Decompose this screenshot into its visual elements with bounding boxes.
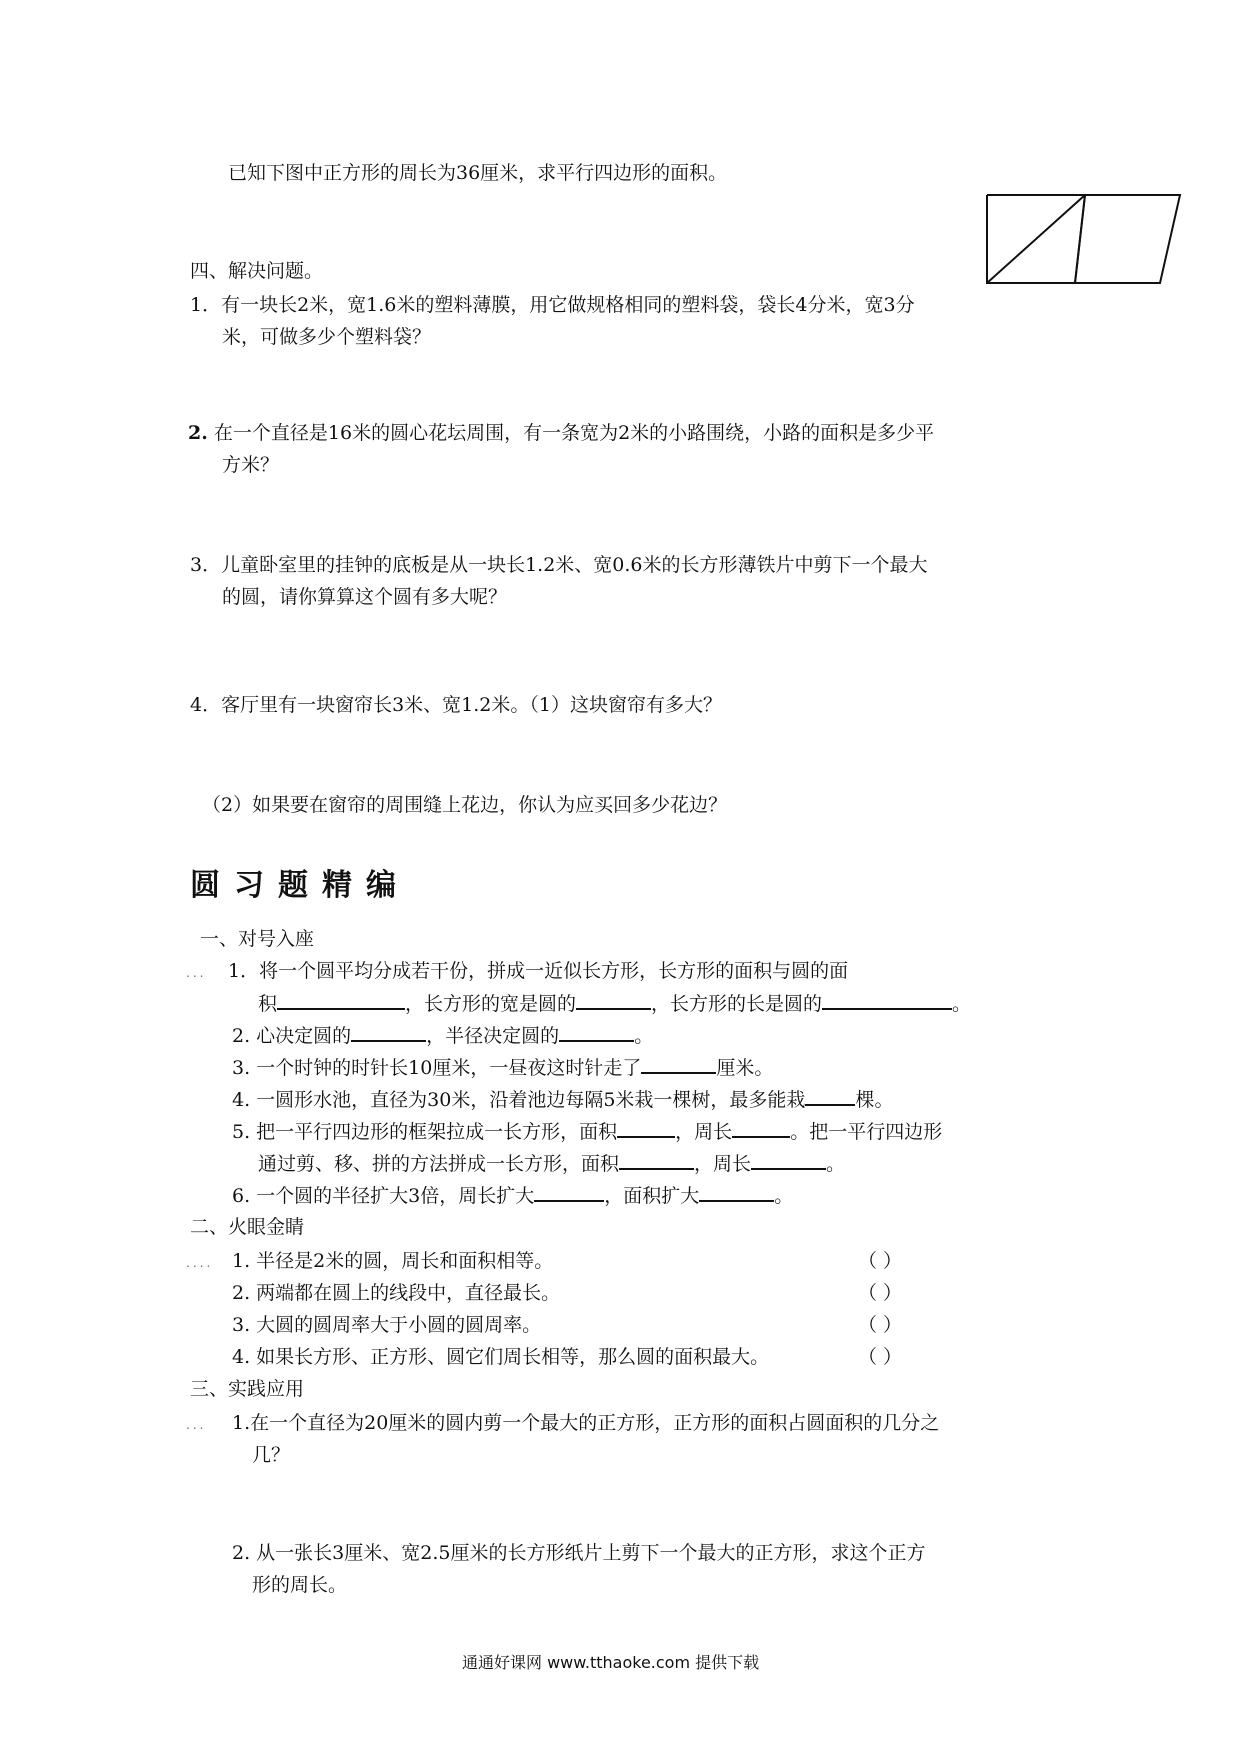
answer-blank[interactable] (822, 990, 952, 1010)
parallelogram-outline (1075, 195, 1180, 283)
part1-q6-text-1: 6. 一个圆的半径扩大3倍，周长扩大 (232, 1185, 535, 1207)
answer-blank[interactable] (751, 1150, 826, 1170)
section4-q4-line2: （2）如果要在窗帘的周围缝上花边，你认为应买回多少花边？ (202, 794, 728, 816)
part1-q6 (232, 1182, 793, 1209)
part1-q5-line1 (232, 1118, 942, 1145)
answer-paren[interactable]: （ ） (858, 1346, 903, 1368)
section4-q1-line1: 1．有一块长2米，宽1.6米的塑料薄膜，用它做规格相同的塑料袋，袋长4分米，宽3分 (190, 294, 915, 316)
answer-blank[interactable] (732, 1118, 790, 1138)
part1-q1-line1: 1．将一个圆平均分成若干份，拼成一近似长方形，长方形的面积与圆的面 (228, 960, 849, 982)
part1-q2-text-3: 。 (634, 1025, 654, 1047)
part1-q4-text-2: 棵。 (855, 1089, 894, 1111)
section4-q1-line2: 米，可做多少个塑料袋？ (222, 326, 432, 348)
part1-q6-text-3: 。 (774, 1185, 794, 1207)
margin-dots: .... (186, 1256, 214, 1270)
part1-q3 (232, 1054, 773, 1081)
section4-q2-line1 (188, 420, 934, 446)
part1-q5-text-2: ，周长 (675, 1121, 733, 1143)
answer-blank[interactable] (805, 1086, 855, 1106)
part1-q5-text-1: 5. 把一平行四边形的框架拉成一长方形，面积 (232, 1121, 618, 1143)
footer-text: 通通好课网 www.tthaoke.com 提供下载 (462, 1653, 760, 1672)
answer-blank[interactable] (641, 1054, 716, 1074)
section4-q3-line1: 3．儿童卧室里的挂钟的底板是从一块长1.2米、宽0.6米的长方形薄铁片中剪下一个最大 (190, 554, 928, 576)
part3-q2-line2: 形的周长。 (252, 1574, 348, 1596)
margin-dots: ... (186, 966, 207, 980)
section4-heading: 四、解决问题。 (190, 260, 324, 282)
part1-q3-text-2: 厘米。 (716, 1057, 774, 1079)
part1-q4 (232, 1086, 893, 1113)
intro-problem: 已知下图中正方形的周长为36厘米，求平行四边形的面积。 (228, 162, 728, 184)
answer-blank[interactable] (534, 1182, 604, 1202)
answer-blank[interactable] (559, 1022, 634, 1042)
part1-q1-line2 (258, 990, 971, 1017)
part1-q1-text-2: ，长方形的宽是圆的 (405, 993, 577, 1015)
part1-q2-text-1: 2. 心决定圆的 (232, 1025, 352, 1047)
part1-q6-text-2: ，面积扩大 (604, 1185, 700, 1207)
part1-q2-text-2: ，半径决定圆的 (426, 1025, 560, 1047)
part1-q2 (232, 1022, 653, 1049)
section4-q2-text: 在一个直径是16米的圆心花坛周围，有一条宽为2米的小路围绕，小路的面积是多少平 (213, 422, 935, 444)
square-right-side (1075, 195, 1085, 283)
part1-q5-line2 (258, 1150, 845, 1177)
section4-q2-line2: 方米？ (222, 454, 280, 476)
part3-q1-line2: 几？ (252, 1444, 291, 1466)
part1-q1-text-3: ，长方形的长是圆的 (651, 993, 823, 1015)
answer-paren[interactable]: （ ） (858, 1250, 903, 1272)
part1-q5-text-4: 通过剪、移、拼的方法拼成一长方形，面积 (258, 1153, 620, 1175)
answer-blank[interactable] (699, 1182, 774, 1202)
part1-q1-text-1: 积 (258, 993, 278, 1015)
part3-q2-line1: 2. 从一张长3厘米、宽2.5厘米的长方形纸片上剪下一个最大的正方形，求这个正方 (232, 1542, 926, 1564)
part1-q1-text-4: 。 (952, 993, 972, 1015)
part1-q5-text-3: 。把一平行四边形 (790, 1121, 943, 1143)
answer-blank[interactable] (277, 990, 405, 1010)
part1-q5-text-6: 。 (826, 1153, 846, 1175)
square-parallelogram-figure (985, 193, 1185, 293)
margin-dots: ... (186, 1418, 207, 1432)
part2-item-4: 4. 如果长方形、正方形、圆它们周长相等，那么圆的面积最大。 (232, 1346, 770, 1368)
part3-heading: 三、实践应用 (190, 1378, 305, 1400)
section4-q3-line2: 的圆，请你算算这个圆有多大呢？ (222, 586, 508, 608)
section4-q2-number: 2. (188, 422, 208, 444)
part1-q4-text-1: 4. 一圆形水池，直径为30米，沿着池边每隔5米栽一棵树，最多能栽 (232, 1089, 806, 1111)
section4-q4-line1: 4．客厅里有一块窗帘长3米、宽1.2米。（1）这块窗帘有多大？ (190, 694, 722, 716)
circle-section-title: 圆习题精编 (190, 868, 410, 903)
part3-q1-line1: 1.在一个直径为20厘米的圆内剪一个最大的正方形，正方形的面积占圆面积的几分之 (232, 1412, 940, 1434)
part2-item-2: 2. 两端都在圆上的线段中，直径最长。 (232, 1282, 561, 1304)
parallelogram-diagonal (987, 195, 1085, 283)
answer-paren[interactable]: （ ） (858, 1314, 903, 1336)
answer-blank[interactable] (576, 990, 651, 1010)
part1-q5-text-5: ，周长 (694, 1153, 752, 1175)
part2-item-1: 1. 半径是2米的圆，周长和面积相等。 (232, 1250, 554, 1272)
answer-blank[interactable] (617, 1118, 675, 1138)
part2-heading: 二、火眼金睛 (190, 1216, 305, 1238)
answer-blank[interactable] (351, 1022, 426, 1042)
part2-item-3: 3. 大圆的圆周率大于小圆的圆周率。 (232, 1314, 542, 1336)
part1-q3-text-1: 3. 一个时钟的时针长10厘米，一昼夜这时针走了 (232, 1057, 642, 1079)
part1-heading: 一、对号入座 (200, 928, 315, 950)
answer-paren[interactable]: （ ） (858, 1282, 903, 1304)
answer-blank[interactable] (619, 1150, 694, 1170)
